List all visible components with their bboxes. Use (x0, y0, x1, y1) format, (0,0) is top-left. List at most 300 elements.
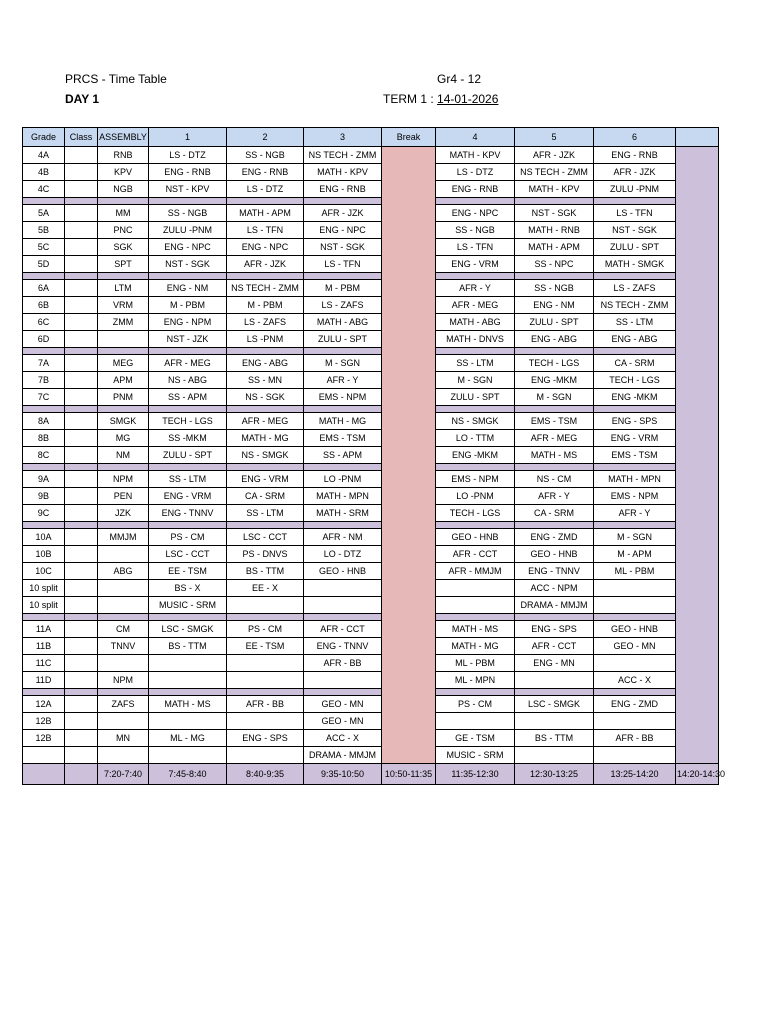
separator-cell (65, 522, 98, 529)
timetable-cell: ML - MPN (436, 672, 515, 689)
timetable-cell (65, 372, 98, 389)
column-header: 6 (594, 128, 676, 147)
timetable-cell: ENG - ABG (594, 331, 676, 348)
timetable-cell: SS - LTM (149, 471, 227, 488)
timetable-cell: ENG - NPC (436, 205, 515, 222)
timetable-cell: ZULU - SPT (304, 331, 382, 348)
timetable-cell (98, 747, 149, 764)
separator-cell (149, 522, 227, 529)
timetable-cell: ENG - ABG (227, 355, 304, 372)
separator-cell (65, 348, 98, 355)
timetable-cell: GEO - HNB (436, 529, 515, 546)
timetable-cell: ZULU -PNM (149, 222, 227, 239)
timetable-cell: NST - SGK (304, 239, 382, 256)
timetable-cell: EE - TSM (227, 638, 304, 655)
timetable-cell: M - SGN (515, 389, 594, 406)
timetable-cell: 7A (23, 355, 65, 372)
timetable-cell (65, 447, 98, 464)
timetable-cell: GEO - MN (304, 713, 382, 730)
timetable-cell: M - SGN (594, 529, 676, 546)
timetable-cell: MATH - KPV (436, 147, 515, 164)
timetable-cell: AFR - Y (594, 505, 676, 522)
timetable-cell: PS - CM (227, 621, 304, 638)
timetable-cell: ZMM (98, 314, 149, 331)
timetable-cell: EMS - NPM (594, 488, 676, 505)
timetable-cell: SGK (98, 239, 149, 256)
timetable-cell: MM (98, 205, 149, 222)
timetable-cell: 6D (23, 331, 65, 348)
separator-cell (149, 348, 227, 355)
separator-cell (594, 198, 676, 205)
timetable-cell: AFR - JZK (227, 256, 304, 273)
timetable-cell: ZULU - SPT (515, 314, 594, 331)
timetable-cell: MATH - MG (227, 430, 304, 447)
timetable-cell: PS - DNVS (227, 546, 304, 563)
timetable-cell: BS - X (149, 580, 227, 597)
timetable-cell: TECH - LGS (149, 413, 227, 430)
separator-cell (304, 614, 382, 621)
timetable-cell (65, 222, 98, 239)
timetable-cell: SS - APM (149, 389, 227, 406)
timetable-cell: SS -MKM (149, 430, 227, 447)
timetable-cell: NST - JZK (149, 331, 227, 348)
timetable-cell: LTM (98, 280, 149, 297)
timetable-cell: ENG - VRM (227, 471, 304, 488)
timetable-cell: MATH - KPV (515, 181, 594, 198)
timetable-cell: AFR - JZK (515, 147, 594, 164)
timetable-cell: 7C (23, 389, 65, 406)
timetable-cell: 8A (23, 413, 65, 430)
timetable-cell: EMS - TSM (515, 413, 594, 430)
timetable-cell: EMS - TSM (304, 430, 382, 447)
timetable-cell (515, 713, 594, 730)
timetable-cell: SS - LTM (436, 355, 515, 372)
timetable-cell (98, 597, 149, 614)
timetable-cell: LO - TTM (436, 430, 515, 447)
timetable-cell: 8B (23, 430, 65, 447)
separator-cell (65, 273, 98, 280)
timetable-cell (149, 672, 227, 689)
timetable-cell: 5B (23, 222, 65, 239)
timetable-cell: PNM (98, 389, 149, 406)
separator-cell (436, 348, 515, 355)
separator-cell (436, 614, 515, 621)
separator-cell (98, 198, 149, 205)
separator-cell (304, 464, 382, 471)
timetable-cell (65, 672, 98, 689)
time-cell: 9:35-10:50 (304, 764, 382, 785)
timetable-cell: MG (98, 430, 149, 447)
separator-cell (227, 689, 304, 696)
timetable-row (23, 314, 719, 331)
timetable-row (23, 355, 719, 372)
timetable-cell (149, 747, 227, 764)
timetable-cell (98, 655, 149, 672)
timetable-cell (65, 563, 98, 580)
timetable-cell: AFR - BB (594, 730, 676, 747)
timetable-cell: NST - SGK (515, 205, 594, 222)
timetable-cell: ABG (98, 563, 149, 580)
column-header: Class (65, 128, 98, 147)
timetable-cell: NS - SMGK (436, 413, 515, 430)
timetable-cell: M - PBM (304, 280, 382, 297)
timetable-cell (227, 597, 304, 614)
timetable-cell: ENG - NM (515, 297, 594, 314)
timetable-cell: MATH - ABG (304, 314, 382, 331)
timetable-cell: LS - DTZ (436, 164, 515, 181)
time-cell: 8:40-9:35 (227, 764, 304, 785)
timetable-cell: 4C (23, 181, 65, 198)
timetable-cell: AFR - MEG (149, 355, 227, 372)
timetable-cell: NST - KPV (149, 181, 227, 198)
timetable-row (23, 621, 719, 638)
timetable-cell: MATH - MPN (304, 488, 382, 505)
timetable-cell: NGB (98, 181, 149, 198)
separator-cell (65, 464, 98, 471)
timetable-cell: MATH - DNVS (436, 331, 515, 348)
timetable-cell (65, 505, 98, 522)
timetable-cell (65, 747, 98, 764)
timetable-cell: M - SGN (304, 355, 382, 372)
separator-cell (227, 464, 304, 471)
timetable-row (23, 205, 719, 222)
timetable-cell: NS - SGK (227, 389, 304, 406)
column-header: 5 (515, 128, 594, 147)
separator-cell (227, 198, 304, 205)
column-header: 4 (436, 128, 515, 147)
timetable-cell: ENG - RNB (436, 181, 515, 198)
timetable-cell (65, 205, 98, 222)
column-header: 3 (304, 128, 382, 147)
separator-cell (304, 273, 382, 280)
timetable-cell: 5D (23, 256, 65, 273)
timetable-cell: ENG - TNNV (304, 638, 382, 655)
group-separator (23, 348, 719, 355)
timetable-cell: NS - ABG (149, 372, 227, 389)
timetable-cell: LSC - CCT (149, 546, 227, 563)
timetable-cell (98, 580, 149, 597)
timetable-cell: 6C (23, 314, 65, 331)
timetable-cell (304, 672, 382, 689)
timetable-cell: 11D (23, 672, 65, 689)
separator-cell (304, 406, 382, 413)
timetable-cell (515, 672, 594, 689)
timetable-cell: MATH - MS (515, 447, 594, 464)
timetable-cell: LSC - SMGK (515, 696, 594, 713)
timetable-row (23, 331, 719, 348)
column-header: 1 (149, 128, 227, 147)
term-label-text: TERM 1 : (383, 92, 434, 106)
timetable-cell: NS TECH - ZMM (515, 164, 594, 181)
separator-cell (23, 198, 65, 205)
separator-cell (515, 198, 594, 205)
timetable-cell: ZULU - SPT (149, 447, 227, 464)
separator-cell (227, 614, 304, 621)
timetable-cell: NS - SMGK (227, 447, 304, 464)
timetable-cell: GEO - HNB (304, 563, 382, 580)
timetable-cell (65, 331, 98, 348)
timetable-cell: TECH - LGS (594, 372, 676, 389)
timetable-cell: 9B (23, 488, 65, 505)
separator-cell (149, 689, 227, 696)
timetable-cell: TECH - LGS (436, 505, 515, 522)
timetable-cell (65, 580, 98, 597)
timetable-cell: PEN (98, 488, 149, 505)
timetable-cell: ML - MG (149, 730, 227, 747)
timetable-cell: MEG (98, 355, 149, 372)
timetable-cell (594, 747, 676, 764)
separator-cell (98, 464, 149, 471)
timetable-cell: 8C (23, 447, 65, 464)
timetable-cell: AFR - MEG (436, 297, 515, 314)
timetable-cell (149, 713, 227, 730)
separator-cell (304, 198, 382, 205)
separator-cell (98, 614, 149, 621)
timetable-cell: NST - SGK (149, 256, 227, 273)
timetable-cell: 11C (23, 655, 65, 672)
break-column (382, 147, 436, 764)
grades-range: Gr4 - 12 (437, 72, 482, 86)
timetable-cell: 4B (23, 164, 65, 181)
timetable-cell (65, 314, 98, 331)
timetable-cell: SS - NGB (436, 222, 515, 239)
timetable-cell: TECH - LGS (515, 355, 594, 372)
timetable-cell (65, 546, 98, 563)
timetable-cell: ENG - VRM (149, 488, 227, 505)
timetable-cell (65, 597, 98, 614)
timetable-cell: 10B (23, 546, 65, 563)
timetable-row (23, 505, 719, 522)
timetable-cell: AFR - CCT (515, 638, 594, 655)
timetable-cell (98, 546, 149, 563)
timetable-cell: GE - TSM (436, 730, 515, 747)
timetable-cell: SS - NPC (515, 256, 594, 273)
separator-cell (594, 522, 676, 529)
timetable-cell: ENG - RNB (149, 164, 227, 181)
timetable-cell: ZAFS (98, 696, 149, 713)
timetable-cell: ENG - TNNV (149, 505, 227, 522)
timetable-cell: MUSIC - SRM (436, 747, 515, 764)
timetable-row (23, 430, 719, 447)
separator-cell (23, 464, 65, 471)
timetable-row (23, 447, 719, 464)
group-separator (23, 406, 719, 413)
timetable-cell: 9C (23, 505, 65, 522)
term-label (383, 92, 498, 106)
timetable-cell: LS - DTZ (227, 181, 304, 198)
separator-cell (98, 689, 149, 696)
timetable-row (23, 747, 719, 764)
timetable-cell: MATH - SMGK (594, 256, 676, 273)
timetable-cell: BS - TTM (227, 563, 304, 580)
timetable-cell: 12A (23, 696, 65, 713)
timetable-cell: NM (98, 447, 149, 464)
separator-cell (149, 406, 227, 413)
timetable-cell (98, 713, 149, 730)
timetable-cell (65, 389, 98, 406)
timetable-cell: SS - NGB (227, 147, 304, 164)
term-date: 14-01-2026 (437, 92, 499, 106)
separator-cell (227, 273, 304, 280)
timetable-cell: AFR - BB (304, 655, 382, 672)
timetable-cell (515, 747, 594, 764)
timetable-row (23, 655, 719, 672)
column-header (676, 128, 719, 147)
timetable-cell: LS - TFN (436, 239, 515, 256)
separator-cell (515, 406, 594, 413)
timetable-cell: LS -PNM (227, 331, 304, 348)
timetable-cell: ENG - VRM (436, 256, 515, 273)
timetable-cell (65, 713, 98, 730)
timetable-cell: LS - ZAFS (227, 314, 304, 331)
separator-cell (515, 464, 594, 471)
timetable-cell (65, 529, 98, 546)
timetable-cell: M - PBM (227, 297, 304, 314)
timetable-cell: LSC - SMGK (149, 621, 227, 638)
timetable-cell: ML - PBM (436, 655, 515, 672)
timetable-cell: MATH - MS (436, 621, 515, 638)
separator-cell (594, 273, 676, 280)
separator-cell (23, 614, 65, 621)
separator-cell (304, 689, 382, 696)
separator-cell (594, 689, 676, 696)
time-cell: 7:45-8:40 (149, 764, 227, 785)
timetable-cell: ENG - NPM (149, 314, 227, 331)
timetable-cell: 7B (23, 372, 65, 389)
timetable-cell: ENG -MKM (436, 447, 515, 464)
group-separator (23, 689, 719, 696)
separator-cell (98, 273, 149, 280)
timetable-cell: SS - APM (304, 447, 382, 464)
timetable-cell: AFR - Y (515, 488, 594, 505)
separator-cell (594, 348, 676, 355)
column-header: 2 (227, 128, 304, 147)
timetable-cell: SPT (98, 256, 149, 273)
timetable-cell (65, 297, 98, 314)
timetable-row (23, 597, 719, 614)
timetable-cell: KPV (98, 164, 149, 181)
timetable-cell: AFR - MMJM (436, 563, 515, 580)
timetable-cell: JZK (98, 505, 149, 522)
timetable-cell: NPM (98, 471, 149, 488)
timetable-cell: MATH - KPV (304, 164, 382, 181)
timetable-cell: PS - CM (436, 696, 515, 713)
timetable-cell (149, 655, 227, 672)
timetable-cell: GEO - MN (304, 696, 382, 713)
group-separator (23, 198, 719, 205)
timetable-cell: ENG - ABG (515, 331, 594, 348)
separator-cell (98, 522, 149, 529)
timetable-cell: AFR - NM (304, 529, 382, 546)
column-header: ASSEMBLY (98, 128, 149, 147)
timetable-row (23, 164, 719, 181)
times-row (23, 764, 719, 785)
timetable-cell (65, 164, 98, 181)
timetable-cell: EMS - TSM (594, 447, 676, 464)
timetable (22, 127, 726, 785)
timetable-cell: 5A (23, 205, 65, 222)
separator-cell (436, 522, 515, 529)
separator-cell (515, 689, 594, 696)
timetable-row (23, 471, 719, 488)
timetable-cell (65, 181, 98, 198)
timetable-cell: ENG - SPS (515, 621, 594, 638)
timetable-cell (65, 638, 98, 655)
timetable-cell (594, 713, 676, 730)
timetable-row (23, 147, 719, 164)
timetable-cell: AFR - MEG (515, 430, 594, 447)
timetable-cell (436, 580, 515, 597)
day-label: DAY 1 (65, 92, 100, 106)
timetable-row (23, 730, 719, 747)
timetable-cell: MN (98, 730, 149, 747)
separator-cell (515, 273, 594, 280)
timetable-cell: 9A (23, 471, 65, 488)
timetable-cell: VRM (98, 297, 149, 314)
timetable-row (23, 672, 719, 689)
timetable-cell: 12B (23, 730, 65, 747)
timetable-cell: PS - CM (149, 529, 227, 546)
timetable-cell: LSC - CCT (227, 529, 304, 546)
timetable-cell (65, 280, 98, 297)
timetable-cell: MATH - APM (515, 239, 594, 256)
timetable-row (23, 181, 719, 198)
separator-cell (594, 464, 676, 471)
column-header: Break (382, 128, 436, 147)
timetable-cell: GEO - MN (594, 638, 676, 655)
timetable-cell: GEO - HNB (515, 546, 594, 563)
timetable-cell: MATH - MS (149, 696, 227, 713)
timetable-cell: LS - ZAFS (594, 280, 676, 297)
separator-cell (149, 464, 227, 471)
timetable-cell: M - APM (594, 546, 676, 563)
timetable-cell (594, 597, 676, 614)
separator-cell (65, 614, 98, 621)
timetable-cell: LS - TFN (227, 222, 304, 239)
separator-cell (304, 348, 382, 355)
timetable-cell: ENG -MKM (594, 389, 676, 406)
time-cell (23, 764, 65, 785)
timetable-cell: LS - DTZ (149, 147, 227, 164)
timetable-cell: ENG - NM (149, 280, 227, 297)
timetable-cell: SS - NGB (149, 205, 227, 222)
timetable-cell: NST - SGK (594, 222, 676, 239)
separator-cell (515, 348, 594, 355)
timetable-cell: LS - TFN (594, 205, 676, 222)
timetable-row (23, 580, 719, 597)
timetable-cell: MUSIC - SRM (149, 597, 227, 614)
separator-cell (23, 406, 65, 413)
separator-cell (515, 614, 594, 621)
timetable-row (23, 239, 719, 256)
timetable-cell: ENG - MN (515, 655, 594, 672)
timetable-cell: ENG -MKM (515, 372, 594, 389)
timetable-cell: RNB (98, 147, 149, 164)
timetable-cell: LO -PNM (304, 471, 382, 488)
timetable-cell (304, 597, 382, 614)
separator-cell (594, 406, 676, 413)
timetable-cell: ENG - ZMD (594, 696, 676, 713)
timetable-cell: DRAMA - MMJM (304, 747, 382, 764)
timetable-cell: ENG - RNB (594, 147, 676, 164)
timetable-cell: BS - TTM (149, 638, 227, 655)
timetable-row (23, 529, 719, 546)
timetable-cell: 10C (23, 563, 65, 580)
timetable-cell (23, 747, 65, 764)
timetable-row (23, 563, 719, 580)
separator-cell (227, 406, 304, 413)
separator-cell (436, 464, 515, 471)
